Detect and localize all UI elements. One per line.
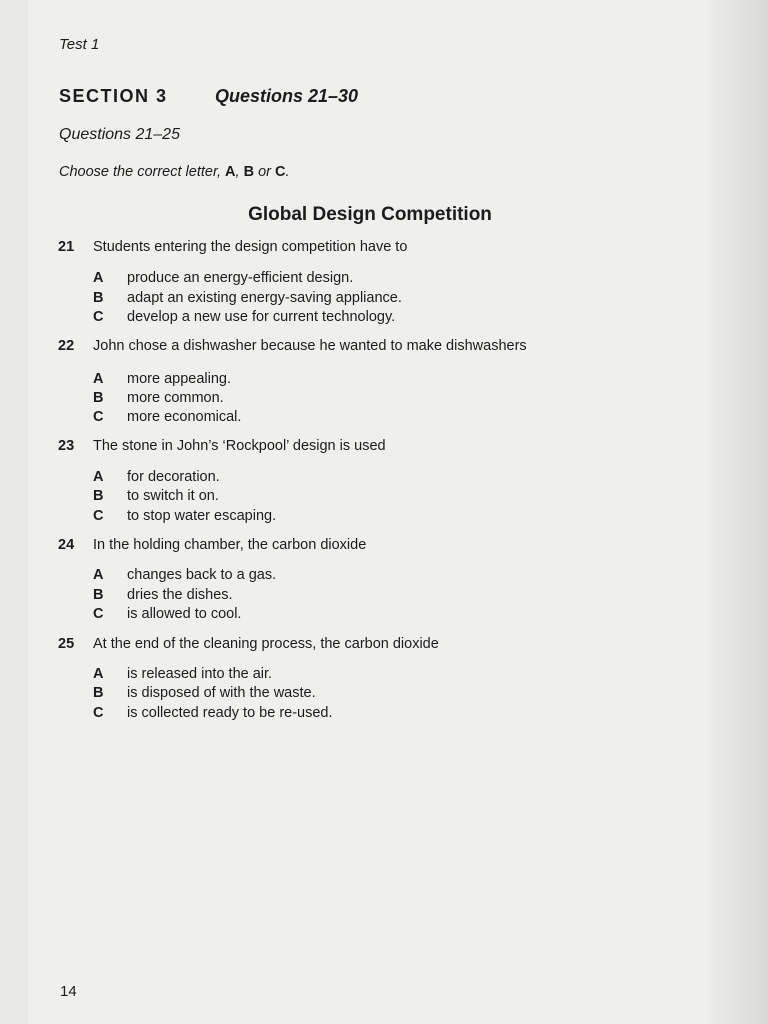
option-text: more common.	[127, 390, 224, 406]
option-letter: C	[93, 309, 104, 325]
section-label: SECTION 3	[59, 86, 168, 106]
subsection-label: Questions 21–25	[59, 126, 180, 143]
option-text: adapt an existing energy-saving appliance.	[127, 290, 402, 306]
option-text: is released into the air.	[127, 666, 273, 682]
option-letter: C	[93, 409, 104, 425]
option-text: produce an energy-efficient design.	[127, 270, 354, 286]
option-letter: B	[93, 290, 104, 306]
section-heading	[59, 86, 359, 107]
option-letter: B	[93, 390, 104, 406]
question-number: 22	[58, 338, 75, 354]
page-title: Global Design Competition	[248, 204, 492, 225]
option-letter: B	[93, 587, 104, 603]
option-letter: C	[93, 705, 104, 721]
option-letter: B	[93, 685, 104, 701]
option-letter: C	[93, 606, 104, 622]
instruction-prefix: Choose the correct letter,	[59, 164, 226, 180]
option-letter: A	[93, 371, 104, 387]
option-letter: B	[93, 488, 104, 504]
option-text: changes back to a gas.	[127, 567, 277, 583]
instruction-end: .	[285, 164, 290, 180]
instruction-or: or	[254, 164, 276, 180]
instruction	[59, 164, 290, 180]
instruction-letter-c: C	[275, 164, 286, 180]
option-text: more economical.	[127, 409, 242, 425]
section-questions-range: Questions 21–30	[215, 86, 359, 106]
question-text: The stone in John’s ‘Rockpool’ design is used	[93, 438, 386, 454]
option-letter: C	[93, 508, 104, 524]
option-text: for decoration.	[127, 469, 220, 485]
question-number: 24	[58, 537, 75, 553]
question-text: In the holding chamber, the carbon dioxide	[93, 537, 367, 553]
question-text: At the end of the cleaning process, the carbon dioxide	[93, 636, 439, 652]
option-letter: A	[93, 666, 104, 682]
question-text: John chose a dishwasher because he wanted to make dishwashers	[93, 338, 527, 354]
instruction-sep: ,	[235, 164, 244, 180]
question-number: 25	[58, 636, 75, 652]
instruction-letter-a: A	[225, 164, 236, 180]
option-text: is disposed of with the waste.	[127, 685, 316, 701]
option-text: to switch it on.	[127, 488, 219, 504]
question-text: Students entering the design competition have to	[93, 239, 408, 255]
page-edge-shadow	[708, 0, 768, 1024]
option-text: is collected ready to be re-used.	[127, 705, 333, 721]
option-text: more appealing.	[127, 371, 231, 387]
question-number: 23	[58, 438, 75, 454]
option-text: to stop water escaping.	[127, 508, 277, 524]
option-letter: A	[93, 270, 104, 286]
option-text: is allowed to cool.	[127, 606, 242, 622]
option-letter: A	[93, 469, 104, 485]
test-label: Test 1	[59, 36, 100, 53]
page-number: 14	[60, 983, 77, 1000]
option-text: develop a new use for current technology.	[127, 309, 396, 325]
option-letter: A	[93, 567, 104, 583]
option-text: dries the dishes.	[127, 587, 233, 603]
question-number: 21	[58, 239, 75, 255]
instruction-letter-b: B	[243, 164, 255, 180]
